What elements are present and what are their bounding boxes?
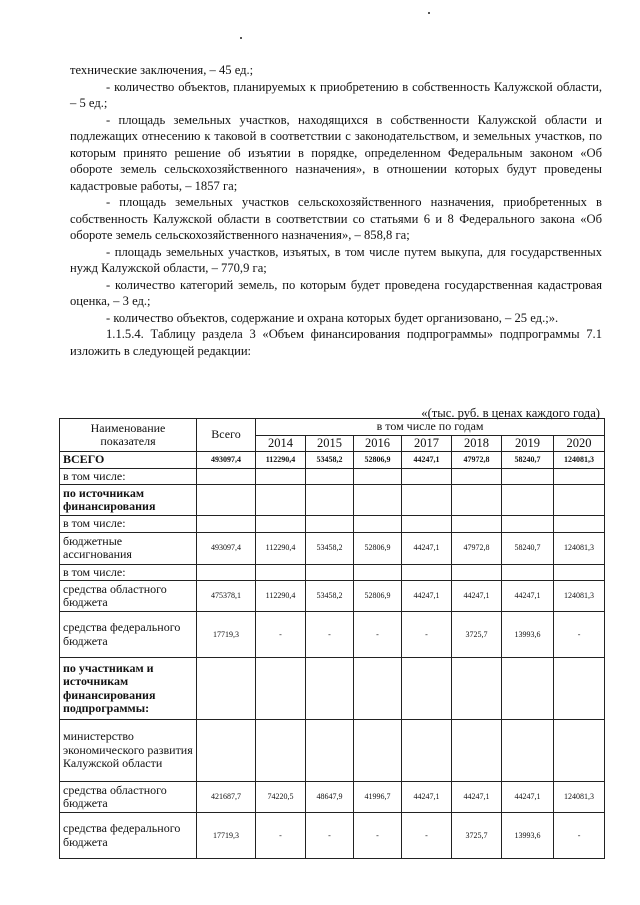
- cell-value: 124081,3: [554, 532, 605, 564]
- table-row: [60, 813, 605, 859]
- cell-value: 3725,7: [452, 813, 502, 859]
- year-header: 2018: [452, 435, 502, 452]
- cell-value: 124081,3: [554, 782, 605, 813]
- cell-value: 52806,9: [354, 532, 402, 564]
- row-label: по участникам и источникам финансирования подпрограммы:: [60, 658, 197, 720]
- cell-value: 112290,4: [256, 532, 306, 564]
- cell-value: 48647,9: [306, 782, 354, 813]
- year-header: 2015: [306, 435, 354, 452]
- cell-total: 493097,4: [197, 452, 256, 469]
- header-years: в том числе по годам: [256, 419, 605, 436]
- cell-value: 47972,8: [452, 452, 502, 469]
- cell-value: 44247,1: [502, 782, 554, 813]
- table-row: [60, 516, 605, 533]
- table-row: [60, 658, 605, 720]
- table-row: [60, 782, 605, 813]
- year-header: 2017: [402, 435, 452, 452]
- row-label: бюджетные ассигнования: [60, 532, 197, 564]
- cell-value: 52806,9: [354, 452, 402, 469]
- cell-value: 58240,7: [502, 532, 554, 564]
- cell-total: 493097,4: [197, 532, 256, 564]
- cell-value: -: [256, 813, 306, 859]
- cell-value: 52806,9: [354, 581, 402, 612]
- cell-value: -: [402, 813, 452, 859]
- cell-value: 124081,3: [554, 581, 605, 612]
- cell-value: -: [256, 612, 306, 658]
- cell-value: -: [354, 612, 402, 658]
- cell-value: 74220,5: [256, 782, 306, 813]
- row-label: в том числе:: [60, 564, 197, 581]
- cell-total: 17719,3: [197, 813, 256, 859]
- cell-value: 44247,1: [402, 782, 452, 813]
- cell-value: 13993,6: [502, 612, 554, 658]
- year-header: 2014: [256, 435, 306, 452]
- paragraph: технические заключения, – 45 ед.;: [70, 63, 254, 77]
- cell-value: 53458,2: [306, 532, 354, 564]
- row-label: средства федерального бюджета: [60, 612, 197, 658]
- table-row: [60, 720, 605, 782]
- row-label: в том числе:: [60, 468, 197, 485]
- row-label: по источникам финансирования: [60, 485, 197, 516]
- cell-value: 44247,1: [502, 581, 554, 612]
- cell-value: -: [402, 612, 452, 658]
- paragraph: - площадь земельных участков, находящихся в собственности Калужской области и подлежащих отнесению к таковой в соответствии с законодательством, и земельных участков, по которым принято решение об изъятии в порядке, определенном Федеральным законом «Об обороте земель сельскохозяйственного назначения», в отношении которых будут проведены кадастровые работы, – 1857 га;: [70, 112, 602, 193]
- table-row: [60, 564, 605, 581]
- cell-value: -: [306, 612, 354, 658]
- header-name: Наименование показателя: [60, 419, 197, 452]
- cell-value: 53458,2: [306, 581, 354, 612]
- year-header: 2016: [354, 435, 402, 452]
- cell-value: 112290,4: [256, 581, 306, 612]
- cell-total: 475378,1: [197, 581, 256, 612]
- cell-value: -: [554, 813, 605, 859]
- cell-value: -: [354, 813, 402, 859]
- row-label: в том числе:: [60, 516, 197, 533]
- cell-value: 47972,8: [452, 532, 502, 564]
- row-label: средства федерального бюджета: [60, 813, 197, 859]
- year-header: 2020: [554, 435, 605, 452]
- body-text: [70, 62, 602, 359]
- cell-value: 44247,1: [402, 581, 452, 612]
- paragraph: 1.1.5.4. Таблицу раздела 3 «Объем финансирования подпрограммы» подпрограммы 7.1 изложить в следующей редакции:: [70, 327, 602, 358]
- table-row: [60, 532, 605, 564]
- table-row: [60, 468, 605, 485]
- cell-value: 13993,6: [502, 813, 554, 859]
- paragraph: - площадь земельных участков, изъятых, в том числе путем выкупа, для государственных нужд Калужской области, – 770,9 га;: [70, 244, 602, 275]
- table-row: [60, 612, 605, 658]
- paragraph: - количество объектов, планируемых к приобретению в собственность Калужской области, – 5 ед.;: [70, 79, 602, 110]
- cell-value: 44247,1: [452, 581, 502, 612]
- row-label: ВСЕГО: [60, 452, 197, 469]
- row-label: министерство экономического развития Калужской области: [60, 720, 197, 782]
- cell-total: 421687,7: [197, 782, 256, 813]
- cell-value: 58240,7: [502, 452, 554, 469]
- financing-table: [59, 418, 605, 859]
- paragraph: - площадь земельных участков сельскохозяйственного назначения, приобретенных в собственность Калужской области в соответствии со статьями 6 и 8 Федерального закона «Об обороте земель сельскохозяйственного назначения», – 858,8 га;: [70, 195, 602, 242]
- header-total: Всего: [197, 419, 256, 452]
- scan-speck: [428, 12, 430, 14]
- cell-value: 112290,4: [256, 452, 306, 469]
- cell-value: -: [306, 813, 354, 859]
- paragraph: - количество объектов, содержание и охрана которых будет организовано, – 25 ед.;».: [106, 310, 559, 325]
- scan-speck: [240, 37, 242, 39]
- cell-value: 44247,1: [402, 532, 452, 564]
- row-label: средства областного бюджета: [60, 581, 197, 612]
- table-caption: «(тыс. руб. в ценах каждого года): [421, 406, 600, 420]
- cell-total: 17719,3: [197, 612, 256, 658]
- year-header: 2019: [502, 435, 554, 452]
- table-row: [60, 452, 605, 469]
- cell-value: 41996,7: [354, 782, 402, 813]
- cell-value: 44247,1: [402, 452, 452, 469]
- cell-value: 44247,1: [452, 782, 502, 813]
- table-row: [60, 485, 605, 516]
- cell-value: 53458,2: [306, 452, 354, 469]
- table-header-row: [60, 419, 605, 436]
- row-label: средства областного бюджета: [60, 782, 197, 813]
- cell-value: 3725,7: [452, 612, 502, 658]
- cell-value: 124081,3: [554, 452, 605, 469]
- paragraph: - количество категорий земель, по которым будет проведена государственная кадастровая оценка, – 3 ед.;: [70, 277, 602, 308]
- cell-value: -: [554, 612, 605, 658]
- table-row: [60, 581, 605, 612]
